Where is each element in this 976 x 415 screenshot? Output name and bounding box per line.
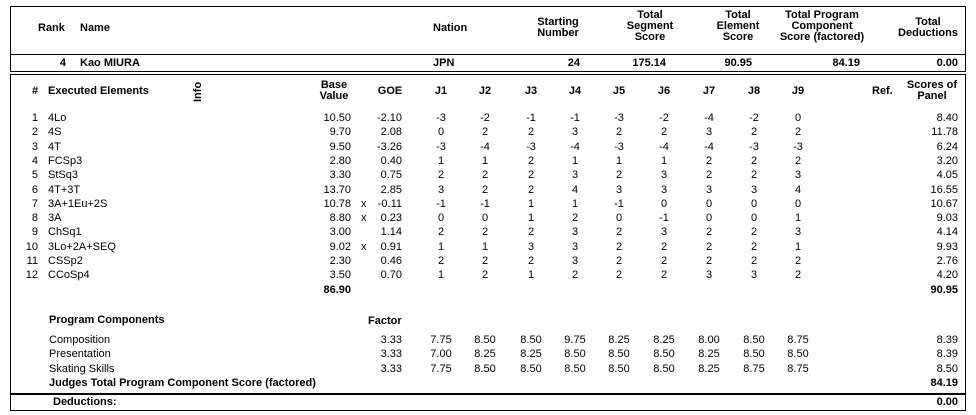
- element-base-value: 3.50: [329, 269, 351, 282]
- element-judge-4-score: 3: [571, 126, 579, 139]
- skater-nation: JPN: [433, 57, 455, 69]
- element-judge-3-score: 1: [527, 212, 535, 225]
- element-judge-6-score: 1: [660, 154, 668, 167]
- element-judge-6-score: -4: [659, 140, 669, 153]
- component-panel-score: 8.50: [936, 362, 958, 375]
- deductions-label: Deductions:: [53, 396, 117, 408]
- name-header: Name: [80, 22, 110, 34]
- component-judge-1-score: 7.75: [430, 362, 452, 375]
- element-judge-2-score: 2: [481, 183, 489, 196]
- element-base-value: 3.30: [329, 169, 351, 182]
- element-judge-5-score: -3: [614, 112, 624, 124]
- element-judge-9-score: 3: [794, 226, 802, 239]
- component-name: Skating Skills: [49, 362, 115, 375]
- element-base-value: 9.70: [329, 126, 351, 139]
- element-judge-3-score: 2: [527, 169, 535, 182]
- component-judge-8-score: 8.75: [743, 362, 765, 375]
- component-judge-2-score: 8.50: [474, 362, 496, 375]
- element-judge-6-score: -1: [659, 212, 669, 225]
- element-judge-8-score: 2: [750, 226, 758, 239]
- element-judge-4-score: 2: [571, 269, 579, 282]
- element-judge-8-score: 2: [750, 255, 758, 267]
- element-number: 1: [31, 112, 38, 124]
- element-code: 3A: [48, 212, 62, 225]
- component-factor: 3.33: [380, 334, 402, 346]
- element-judge-5-score: -1: [614, 197, 624, 210]
- element-judge-1-score: 2: [437, 255, 445, 267]
- element-judge-3-score: -1: [526, 112, 536, 124]
- element-judge-9-score: -3: [793, 140, 803, 153]
- element-judge-9-score: 2: [794, 269, 802, 282]
- element-code: 3A+1Eu+2S: [48, 197, 108, 210]
- element-judge-8-score: 0: [750, 197, 758, 210]
- element-judge-2-score: 2: [481, 255, 489, 267]
- element-code: 3Lo+2A+SEQ: [48, 240, 116, 253]
- col-scores-of-panel-header: Scores of Panel: [906, 79, 958, 102]
- base-value-total: 86.90: [323, 284, 351, 296]
- deductions-box: [10, 394, 966, 411]
- element-goe: -2.10: [376, 112, 402, 124]
- element-judge-3-score: 2: [527, 154, 535, 167]
- element-judge-8-score: 2: [750, 240, 758, 253]
- element-judge-7-score: -4: [704, 140, 714, 153]
- element-judge-1-score: 2: [437, 169, 445, 182]
- total-deductions-header: Total Deductions: [898, 16, 958, 39]
- element-code: 4S: [48, 126, 62, 139]
- element-judge-1-score: 1: [437, 240, 445, 253]
- element-goe: 0.46: [380, 255, 402, 267]
- element-judge-1-score: -3: [436, 140, 446, 153]
- element-judge-9-score: 1: [794, 212, 802, 225]
- col-ref-header: Ref.: [872, 85, 893, 97]
- element-judge-1-score: -1: [436, 197, 446, 210]
- element-judge-5-score: 3: [615, 183, 623, 196]
- skater-rank: 4: [59, 57, 66, 69]
- total-segment-score-header: Total Segment Score: [626, 9, 674, 43]
- element-judge-7-score: 2: [705, 226, 713, 239]
- judge-9-header: J9: [791, 85, 805, 97]
- element-number: 2: [31, 126, 38, 139]
- component-judge-2-score: 8.50: [474, 334, 496, 346]
- component-judge-8-score: 8.50: [743, 348, 765, 361]
- skater-pcs: 84.19: [832, 57, 860, 69]
- element-number: 8: [31, 212, 38, 225]
- component-name: Presentation: [49, 348, 111, 361]
- element-code: StSq3: [48, 169, 78, 182]
- element-judge-3-score: 2: [527, 126, 535, 139]
- component-judge-4-score: 9.75: [564, 334, 586, 346]
- element-panel-score: 10.67: [930, 197, 958, 210]
- judge-4-header: J4: [568, 85, 582, 97]
- element-judge-6-score: 0: [660, 197, 668, 210]
- element-judge-7-score: -4: [704, 112, 714, 124]
- element-goe: 0.40: [380, 154, 402, 167]
- element-judge-8-score: -2: [749, 112, 759, 124]
- element-goe: -0.11: [377, 197, 402, 210]
- element-judge-9-score: 2: [794, 255, 802, 267]
- element-judge-1-score: 2: [437, 226, 445, 239]
- element-judge-9-score: 0: [794, 197, 802, 210]
- element-judge-3-score: -3: [526, 140, 536, 153]
- element-judge-7-score: 0: [705, 197, 713, 210]
- element-judge-3-score: 1: [527, 269, 535, 282]
- skater-tes: 90.95: [724, 57, 752, 69]
- element-code: 4Lo: [48, 112, 67, 124]
- judge-7-header: J7: [702, 85, 716, 97]
- judge-8-header: J8: [747, 85, 761, 97]
- element-judge-6-score: 2: [660, 240, 668, 253]
- element-judge-8-score: 3: [750, 269, 758, 282]
- element-judge-9-score: 4: [794, 183, 802, 196]
- element-panel-score: 3.20: [936, 154, 958, 167]
- element-judge-1-score: 3: [437, 183, 445, 196]
- element-code: CCoSp4: [48, 269, 90, 282]
- element-goe: 0.23: [380, 212, 402, 225]
- element-goe: -3.26: [376, 140, 402, 153]
- skater-deductions: 0.00: [936, 57, 958, 69]
- element-judge-1-score: 0: [437, 212, 445, 225]
- element-code: 4T: [48, 140, 61, 153]
- element-judge-4-score: -4: [570, 140, 580, 153]
- element-judge-6-score: -2: [659, 112, 669, 124]
- element-judge-6-score: 3: [660, 226, 668, 239]
- element-judge-3-score: 2: [527, 255, 535, 267]
- element-judge-5-score: 2: [615, 226, 623, 239]
- element-judge-8-score: -3: [749, 140, 759, 153]
- element-judge-8-score: 3: [750, 183, 758, 196]
- component-panel-score: 8.39: [936, 348, 958, 361]
- element-base-value: 3.00: [329, 226, 351, 239]
- element-code: 4T+3T: [48, 183, 81, 196]
- judge-1-header: J1: [434, 85, 448, 97]
- element-judge-5-score: 2: [615, 255, 623, 267]
- element-base-value: 2.80: [329, 154, 351, 167]
- judge-2-header: J2: [478, 85, 492, 97]
- element-panel-score: 11.78: [931, 126, 958, 139]
- element-judge-3-score: 3: [527, 240, 535, 253]
- element-judge-7-score: 3: [705, 269, 713, 282]
- element-code: ChSq1: [48, 226, 82, 239]
- element-judge-9-score: 2: [794, 154, 802, 167]
- component-judge-6-score: 8.25: [653, 334, 675, 346]
- element-number: 6: [31, 183, 38, 196]
- rank-header: Rank: [38, 22, 65, 34]
- element-judge-2-score: 1: [481, 240, 489, 253]
- component-judge-7-score: 8.25: [698, 362, 720, 375]
- element-number: 7: [31, 197, 38, 210]
- element-judge-5-score: 2: [615, 126, 623, 139]
- deductions-value: 0.00: [936, 396, 958, 408]
- component-judge-2-score: 8.25: [474, 348, 496, 361]
- col-base-value-header: Base Value: [319, 79, 349, 102]
- nation-header: Nation: [433, 22, 468, 34]
- element-judge-2-score: 1: [481, 154, 489, 167]
- element-number: 4: [31, 154, 38, 167]
- element-number: 9: [31, 226, 38, 239]
- element-judge-2-score: 2: [481, 226, 489, 239]
- element-judge-5-score: 2: [615, 169, 623, 182]
- component-judge-7-score: 8.00: [698, 334, 720, 346]
- component-judge-1-score: 7.75: [430, 334, 452, 346]
- skater-starting-number: 24: [567, 57, 580, 69]
- element-judge-8-score: 2: [750, 154, 758, 167]
- element-code: FCSp3: [48, 154, 83, 167]
- element-judge-7-score: 2: [705, 255, 713, 267]
- component-judge-1-score: 7.00: [430, 348, 452, 361]
- element-judge-7-score: 0: [705, 212, 713, 225]
- element-judge-1-score: 0: [437, 126, 445, 139]
- element-judge-6-score: 3: [660, 169, 668, 182]
- element-judge-4-score: 3: [571, 169, 579, 182]
- component-factor: 3.33: [380, 362, 402, 375]
- total-element-score-header: Total Element Score: [716, 9, 760, 43]
- element-x-flag: x: [361, 212, 367, 225]
- element-judge-7-score: 2: [705, 240, 713, 253]
- element-panel-score: 4.05: [936, 169, 958, 182]
- component-judge-5-score: 8.25: [608, 334, 630, 346]
- component-name: Composition: [49, 334, 111, 346]
- judges-total-pcs-value: 84.19: [930, 377, 958, 389]
- element-number: 11: [26, 255, 38, 267]
- element-goe: 2.08: [380, 126, 402, 139]
- element-judge-7-score: 3: [705, 126, 713, 139]
- element-judge-3-score: 1: [527, 197, 535, 210]
- element-panel-score: 6.24: [936, 140, 958, 153]
- element-number: 12: [25, 269, 38, 282]
- element-judge-8-score: 0: [750, 212, 758, 225]
- element-panel-score: 8.40: [936, 112, 958, 124]
- element-judge-9-score: 0: [794, 112, 802, 124]
- element-judge-5-score: 0: [615, 212, 623, 225]
- element-base-value: 9.50: [329, 140, 351, 153]
- skater-name: Kao MIURA: [80, 57, 140, 69]
- element-judge-2-score: 2: [481, 269, 489, 282]
- col-num-header: #: [32, 85, 39, 97]
- component-judge-8-score: 8.50: [743, 334, 765, 346]
- component-judge-5-score: 8.50: [608, 362, 630, 375]
- col-info-header: Info: [192, 81, 204, 102]
- component-judge-3-score: 8.50: [520, 334, 542, 346]
- element-judge-4-score: 3: [571, 226, 579, 239]
- element-panel-score: 2.76: [936, 255, 958, 267]
- element-goe: 1.14: [380, 226, 402, 239]
- element-goe: 2.85: [380, 183, 402, 196]
- skater-tss: 175.14: [632, 57, 666, 69]
- component-judge-6-score: 8.50: [653, 362, 675, 375]
- element-judge-1-score: 1: [437, 269, 445, 282]
- element-number: 10: [25, 240, 38, 253]
- element-panel-score: 9.93: [936, 240, 958, 253]
- total-pcs-header: Total Program Component Score (factored): [779, 9, 865, 43]
- element-base-value: 10.50: [323, 112, 351, 124]
- element-judge-4-score: -1: [570, 112, 580, 124]
- element-judge-5-score: -3: [614, 140, 624, 153]
- element-judge-2-score: -1: [480, 197, 490, 210]
- element-base-value: 10.78: [323, 197, 351, 210]
- component-judge-4-score: 8.50: [564, 362, 586, 375]
- judges-total-pcs-label: Judges Total Program Component Score (factored): [49, 377, 316, 389]
- element-judge-2-score: 2: [481, 169, 489, 182]
- element-judge-1-score: 1: [437, 154, 445, 167]
- element-panel-score: 16.55: [930, 183, 958, 196]
- col-executed-elements-header: Executed Elements: [48, 85, 149, 97]
- element-panel-score: 4.14: [936, 226, 958, 239]
- element-judge-9-score: 1: [794, 240, 802, 253]
- element-judge-3-score: 2: [527, 226, 535, 239]
- element-judge-6-score: 2: [660, 255, 668, 267]
- element-judge-3-score: 2: [527, 183, 535, 196]
- element-judge-6-score: 2: [660, 126, 668, 139]
- element-judge-4-score: 1: [571, 154, 579, 167]
- program-components-title: Program Components: [49, 314, 165, 326]
- element-code: CSSp2: [48, 255, 83, 267]
- element-judge-5-score: 2: [615, 269, 623, 282]
- starting-number-header: Starting Number: [537, 16, 579, 39]
- summary-divider: [10, 54, 966, 55]
- element-number: 5: [31, 169, 38, 182]
- element-judge-6-score: 2: [660, 269, 668, 282]
- component-judge-7-score: 8.25: [698, 348, 720, 361]
- element-judge-7-score: 3: [705, 183, 713, 196]
- component-factor: 3.33: [380, 348, 402, 361]
- element-x-flag: x: [361, 197, 367, 210]
- element-judge-5-score: 1: [615, 154, 623, 167]
- col-goe-header: GOE: [377, 85, 403, 97]
- element-judge-5-score: 2: [615, 240, 623, 253]
- judge-3-header: J3: [524, 85, 538, 97]
- element-base-value: 2.30: [329, 255, 351, 267]
- element-panel-score: 4.20: [936, 269, 958, 282]
- element-judge-9-score: 3: [794, 169, 802, 182]
- element-judge-1-score: -3: [436, 112, 446, 124]
- element-judge-4-score: 4: [571, 183, 579, 196]
- element-judge-6-score: 3: [660, 183, 668, 196]
- element-judge-9-score: 2: [794, 126, 802, 139]
- element-judge-2-score: 2: [481, 126, 489, 139]
- element-base-value: 13.70: [323, 183, 351, 196]
- element-judge-2-score: 0: [481, 212, 489, 225]
- element-base-value: 9.02: [329, 240, 351, 253]
- element-number: 3: [31, 140, 38, 153]
- component-judge-3-score: 8.25: [520, 348, 542, 361]
- component-judge-9-score: 8.75: [787, 334, 809, 346]
- element-x-flag: x: [361, 240, 367, 253]
- element-judge-4-score: 2: [571, 212, 579, 225]
- component-judge-6-score: 8.50: [653, 348, 675, 361]
- element-judge-7-score: 2: [705, 154, 713, 167]
- element-judge-7-score: 2: [705, 169, 713, 182]
- component-judge-9-score: 8.50: [787, 348, 809, 361]
- judge-5-header: J5: [612, 85, 626, 97]
- element-base-value: 8.80: [329, 212, 351, 225]
- component-judge-5-score: 8.50: [608, 348, 630, 361]
- component-judge-9-score: 8.75: [787, 362, 809, 375]
- component-judge-3-score: 8.50: [520, 362, 542, 375]
- element-judge-8-score: 2: [750, 169, 758, 182]
- element-judge-4-score: 3: [571, 255, 579, 267]
- element-goe: 0.91: [380, 240, 402, 253]
- element-goe: 0.75: [380, 169, 402, 182]
- element-panel-score: 9.03: [936, 212, 958, 225]
- component-panel-score: 8.39: [936, 334, 958, 346]
- element-judge-8-score: 2: [750, 126, 758, 139]
- element-judge-4-score: 3: [571, 240, 579, 253]
- component-judge-4-score: 8.50: [564, 348, 586, 361]
- judge-6-header: J6: [657, 85, 671, 97]
- elements-total: 90.95: [930, 284, 958, 296]
- element-judge-4-score: 1: [571, 197, 579, 210]
- element-judge-2-score: -2: [480, 112, 490, 124]
- element-goe: 0.70: [380, 269, 402, 282]
- factor-header: Factor: [368, 315, 402, 327]
- element-judge-2-score: -4: [480, 140, 490, 153]
